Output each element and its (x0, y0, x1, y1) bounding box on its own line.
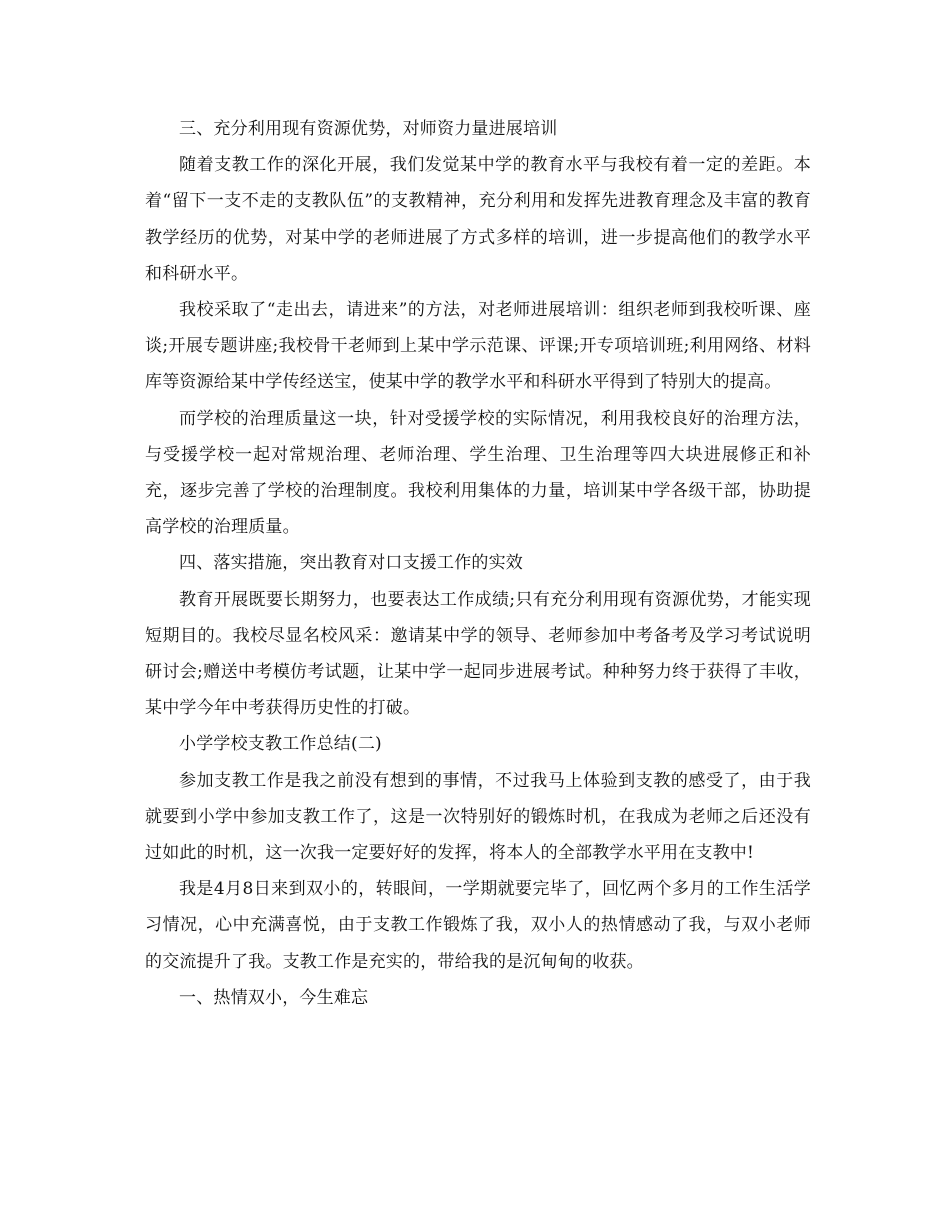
section-heading: 一、热情双小，今生难忘 (179, 987, 369, 1008)
document-subtitle: 小学学校支教工作总结(二) (179, 734, 382, 755)
section-heading: 三、充分利用现有资源优势，对师资力量进展培训 (179, 119, 558, 139)
body-paragraph: 我校采取了“走出去，请进来”的方法，对老师进展培训：组织老师到我校听课、座谈;开展专题讲座;我校骨干老师到上某中学示范课、评课;开专项培训班;利用网络、材料库等资源给某中学传经送宝，使某中学的教学水平和科研水平得到了特别大的提高。 (145, 300, 811, 393)
document-body (145, 111, 811, 1016)
body-paragraph: 而学校的治理质量这一块，针对受援学校的实际情况，利用我校良好的治理方法，与受援学校一起对常规治理、老师治理、学生治理、卫生治理等四大块进展修正和补充，逐步完善了学校的治理制度。我校利用集体的力量，培训某中学各级干部，协助提高学校的治理质量。 (145, 408, 811, 538)
body-paragraph: 我是4月8日来到双小的，转眼间，一学期就要完毕了，回忆两个多月的工作生活学习情况，心中充满喜悦，由于支教工作锻炼了我，双小人的热情感动了我，与双小老师的交流提升了我。支教工作是充实的，带给我的是沉甸甸的收获。 (145, 879, 811, 972)
section-heading: 四、落实措施，突出教育对口支援工作的实效 (179, 553, 523, 574)
body-paragraph: 参加支教工作是我之前没有想到的事情，不过我马上体验到支教的感受了，由于我就要到小学中参加支教工作了，这是一次特别好的锻炼时机，在我成为老师之后还没有过如此的时机，这一次我一定要好好的发挥，将本人的全部教学水平用在支教中! (145, 770, 811, 864)
body-paragraph: 随着支教工作的深化开展，我们发觉某中学的教育水平与我校有着一定的差距。本着“留下一支不走的支教队伍”的支教精神，充分利用和发挥先进教育理念及丰富的教育教学经历的优势，对某中学的老师进展了方式多样的培训，进一步提高他们的教学水平和科研水平。 (145, 155, 811, 284)
body-paragraph: 教育开展既要长期努力，也要表达工作成绩;只有充分利用现有资源优势，才能实现短期目的。我校尽显名校风采：邀请某中学的领导、老师参加中考备考及学习考试说明研讨会;赠送中考模仿考试题，让某中学一起同步进展考试。种种努力终于获得了丰收，某中学今年中考获得历史性的打破。 (145, 589, 811, 719)
